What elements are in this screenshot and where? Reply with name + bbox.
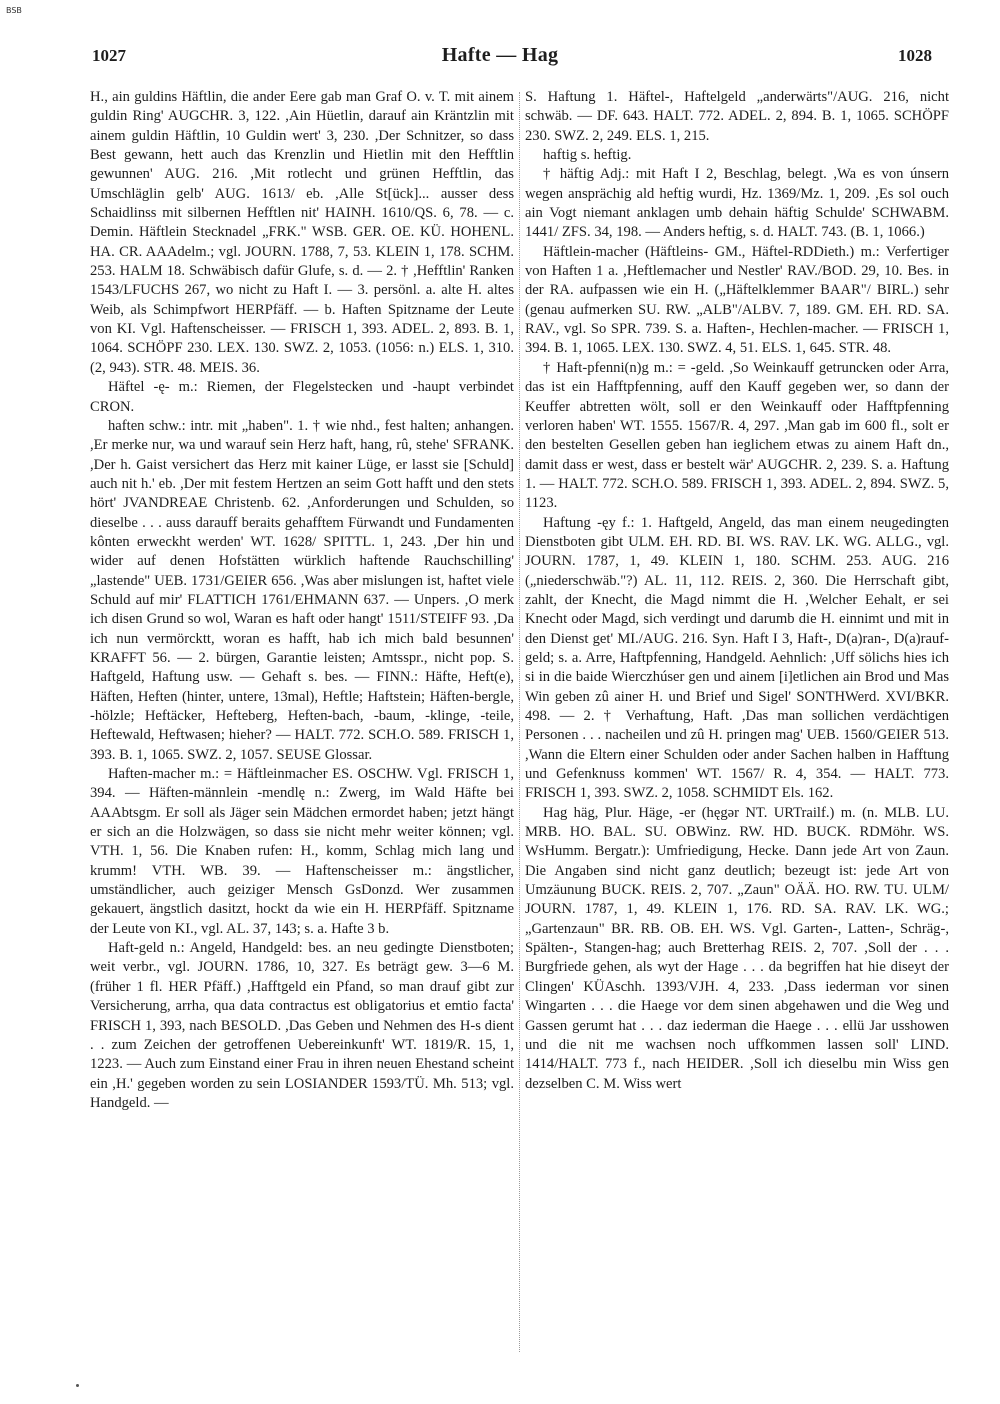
entry-haft-pfennig: † Haft-pfenni(n)g m.: = -geld. ,So Weinkauff getruncken oder Arra, das ist ein Hafftpfenning, auff den Kauff gegeben wer, so dann der Keuffer abtretten wölt, soll er den Weinkauff oder Hafftpfenning verloren haben' WT. 1555. 1567/R. 4, 297. ,Man gab im 600 fl., solt er den bestelten Gesellen geben han ieglichem etwas zu ainem Haft dn., damit dass er west, dass er bestelt wär' AUGCHR. 2, 239. S. a. Haftung 1. — HALT. 772. SCH.O. 589. FRISCH 1, 393. ADEL. 2, 894. SWZ. 5, 1123.: [525, 359, 949, 512]
library-stamp: BSB: [6, 6, 22, 15]
page-number-right: 1028: [898, 46, 932, 65]
entry-haeftig: † häftig Adj.: mit Haft I 2, Beschlag, belegt. ,Wa es von únsern wegen ansprächig ald heftig wurdi, Hz. 1369/Mz. 1, 209. ,Es sol ouch ain Vogt niemant anklagen umb dehain häftig Schulde' SCHWABM. 1441/ ZFS. 34, 198. — Anders heftig, s. d. HALT. 743. (B. 1, 1066.): [525, 166, 949, 241]
page-number-left: 1027: [92, 46, 126, 65]
entry-haft-geld-continued: S. Haftung 1. Häftel-, Haftelgeld „anderwärts"/AUG. 216, nicht schwäb. — DF. 643. HALT. 772. ADEL. 2, 894. B. 1, 1065. SCHÖPF 230. SWZ. 2, 249. ELS. 1, 215.: [525, 89, 949, 144]
left-column: [90, 88, 514, 1358]
entry-haftig: haftig s. heftig.: [543, 147, 632, 164]
column-divider: [519, 92, 520, 1352]
scan-speck: [76, 1384, 79, 1387]
page-header: [0, 40, 1000, 72]
entry-haften-macher: Haften-macher m.: = Häftleinmacher ES. OSCHW. Vgl. FRISCH 1, 394. — Häften-männlein -mendlę n.: Zwerg, im Wald Häfte bei AAAbtsgm. Er soll als Jäger sein Mädchen ermordet haben; jetzt hängt er sich an die Holzwägen, so dass sie nicht mehr weiter können; vgl. VTH. 1, 56. Die Knaben rufen: H., komm, Schlag mich lang und krumm! VTH. WB. 39. — Haftenscheisser m.: ängstlicher, umständlicher, auch geiziger Mensch GsDonzd. Wer zusammen gekauert, ängstlich dasitzt, hockt da wie ein H. HERPfäff. Spitzname der Leute von KI., vgl. AL. 37, 143; s. a. Hafte 3 b.: [90, 766, 514, 937]
entry-haft-geld: Haft-geld n.: Angeld, Handgeld: bes. an neu gedingte Dienstboten; weit verbr., vgl. JOURN. 1786, 10, 327. Es beträgt gew. 3—6 M. (früher 1 fl. HER Pfäff.) ,Hafftgeld ein Pfand, so man drauf gibt zur Versicherung, arrha, qua data contractus est obligatorius et emtio facta' FRISCH 1, 393, nach BESOLD. ,Das Geben und Nehmen des H-s dient . . zum Zeichen der getroffenen Uebereinkunft' WT. 1819/R. 15, 1, 1223. — Auch zum Einstand einer Frau in ihren neuen Ehestand scheint ein ,H.' gegeben worden zu sein LOSIANDER 1593/TÜ. Mh. 513; vgl. Handgeld. —: [90, 940, 514, 1111]
entry-haeftel: Häftel -ę- m.: Riemen, der Flegelstecken und -haupt verbindet CRON.: [90, 379, 514, 415]
entry-hafte-continued: H., ain guldins Häftlin, die ander Eere gab man Graf O. v. T. mit ainem guldin Ring' AUGCHR. 3, 122. ,Ain Hüetlin, darauf ain Kräntzlin mit ainem guldin Häftlin, 10 Guldin wert' 3, 230. ,Der Schnitzer, so dass Best gewann, hett auch das Krenzlin und Hietlin mit den Hefftlin gewunnen' AUG. 216. ,Mit rotlecht und grünen Hefftlin, das Umschläglin gelb' AUG. 1613/ eb. ,Alle St[ück]... ausser dess Schaidlinss mit silbernen Hefftlen nit' HAINH. 1610/QS. 6, 78. — c. Demin. Häftlein Stecknadel „FRK." WSB. GER. OE. KÜ. HOHENL. HA. CR. AAAdelm.; vgl. JOURN. 1788, 7, 53. KLEIN 1, 178. SCHM. 253. HALM 18. Schwäbisch dafür Glufe, s. d. — 2. † ,Hefftlin' Ranken 1543/LFUCHS 267, wo nicht zu Haft I. — 3. persönl. a. alte H. altes Weib, als Schimpfwort HERPfäff. — b. Haften Spitzname der Leute von KI. Vgl. Haftenscheisser. — FRISCH 1, 393. ADEL. 2, 893. B. 1, 1064. SCHÖPF 230. LEX. 130. SWZ. 2, 1053. (1056: n.) ELS. 1, 310. (2, 943). STR. 48. MEIS. 36.: [90, 89, 514, 376]
entry-haftung: Haftung -ęy f.: 1. Haftgeld, Angeld, das man einem neugedingten Dienstboten gibt ULM. EH. RD. BI. WS. RAV. LK. WG. ALLG., vgl. JOURN. 1787, 1, 49. KLEIN 1, 180. SCHM. 253. AUG. 216 („niederschwäb."?) AL. 11, 112. REIS. 2, 360. Die Herrschaft gibt, zahlt, der Knecht, die Magd nimmt die H. ,Welcher Eehalt, er sei Knecht oder Magd, sich verdingt und darumb die H. einnimt und mit in den Dienst get' MI./AUG. 216. Syn. Haft I 3, Haft-, D(a)ran-, D(a)rauf-geld; s. a. Arre, Haftpfenning, Handgeld. Aehnlich: ,Uff sölichs hies ich si in die baide Wierczhúser gen und ainem [i]etlichen ain Brod und Mas Win geben zû ainer H. und Brief und Sigel' SONTHWerd. XVI/BKR. 498. — 2. † Verhaftung, Haft. ,Das man sollichen verdächtigen Personen . . . nacheilen und zû H. pringen mag' UEB. 1560/GEIER 513. ,Wann die Eltern einer Schulden oder ander Sachen halben in Hafftung und Gefenknuss kommen' WT. 1567/ R. 4, 354. — HALT. 773. FRISCH 1, 393. SWZ. 2, 1058. SCHMIDT Els. 162.: [525, 514, 949, 802]
right-column: [525, 88, 949, 1358]
entry-hag: Hag häg, Plur. Häge, -er (hęgər NT. URTrailf.) m. (n. MLB. LU. MRB. HO. BAL. SU. OBWinz. RW. HD. BUCK. RDMöhr. WS. WsHumm. Bergatr.): Umfriedigung, Hecke. Dann jede Art von Zaun. Die Angaben sind nicht ganz deutlich; bezeugt ist: jede Art von Umzäunung BUCK. REIS. 2, 707. „Zaun" OÄÄ. HO. RW. TU. ULM/ JOURN. 1787, 1, 49. KLEIN 1, 176. RD. SA. RAV. LK. WG.; „Gartenzaun" BR. RB. OB. EH. WS. Vgl. Garten-, Latten-, Schräg-, Spälten-, Stangen-hag; auch Bretterhag REIS. 2, 707. ,Soll der . . . Burgfriede gehen, als wyt der Hage . . . da begriffen hat hie diseyt der Clingen' KÜAschh. 1393/VJH. 4, 233. ,Dass iederman vor sinen Wingarten . . . die Haege vor dem sinen abgehawen und die Weg und Gassen gerumt hat . . . daz iederman die Haege . . . ellü Jar usshowen und die nit me wachsen noch uffkommen lassen soll' LIND. 1414/HALT. 773 f., nach HEIDER. ,Soll ich dieselbu min Wiss gen dezselben C. M. Wiss wert: [525, 804, 949, 1092]
entry-haften: haften schw.: intr. mit „haben". 1. † wie nhd., fest halten; anhangen. ,Er merke nur, wa und warauf sein Herz haft, hang, rû, stehe' SFRANK. ,Der h. Gaist versichert das Herz mit kainer Lüge, er lasst sie [Schuld] auch nit h.' eb. ,Der mit festem Hertzen an seim Gott hafft und den stets hört' JVANDREAE Christenb. 62. ,Anforderungen und Schulden, so dieselbe . . . auss darauff beraits gehafftem Fürwandt und Fundamenten kônten erweckht werden' WT. 1628/ SPITTL. 1, 243. ,Der hin und wider auf denen Hofstätten würklich haftende Rauchschilling' „lastende" UEB. 1731/GEIER 656. ,Was aber mislungen ist, haftet viele Schuld auf mir' FLATTICH 1761/EHMANN 637. — Unpers. ,O merk ich disen Grund so wol, Waran es haft oder hangt' 1511/STEIFF 93. ,Da ich nun vermörcktt, woran es hafft, hab ich mich bald besunnen' KRAFFT 56. — 2. bürgen, Garantie leisten; Amtsspr., nicht pop. S. Haftgeld, Haftung usw. — Gehaft s. bes. — FINN.: Häfte, Heft(e), Häften, Heften (hinter, untere, 13mal), Heftle; Haftstein; Häften-bergle, -hölzle; Heftäcker, Hefteberg, Heften-bach, -baum, -klinge, -teile, Heftewald, Heftwasen; hieher? — HALT. 772. SCH.O. 589. FRISCH 1, 393. B. 1, 1065. SWZ. 2, 1057. SEUSE Glossar.: [90, 417, 514, 763]
running-head: Hafte — Hag: [441, 44, 559, 66]
entry-haeftlein-macher: Häftlein-macher (Häftleins- GM., Häftel-RDDieth.) m.: Verfertiger von Haften 1 a. ,Heftlemacher und Nestler' RAV./BOD. 29, 10. Bes. in der RA. aufpassen wie ein H. („Häftelklemmer BAAR"/ BIRL.) sehr (genau aufmerken SU. RW. „ALB"/ALBV. 7, 189. GM. EH. RD. SA. RAV., vgl. So SPR. 739. S. a. Haften-, Hechlen-macher. — FRISCH 1, 394. B. 1, 1065. LEX. 130. SWZ. 4, 51. ELS. 1, 645. STR. 48.: [525, 243, 949, 357]
